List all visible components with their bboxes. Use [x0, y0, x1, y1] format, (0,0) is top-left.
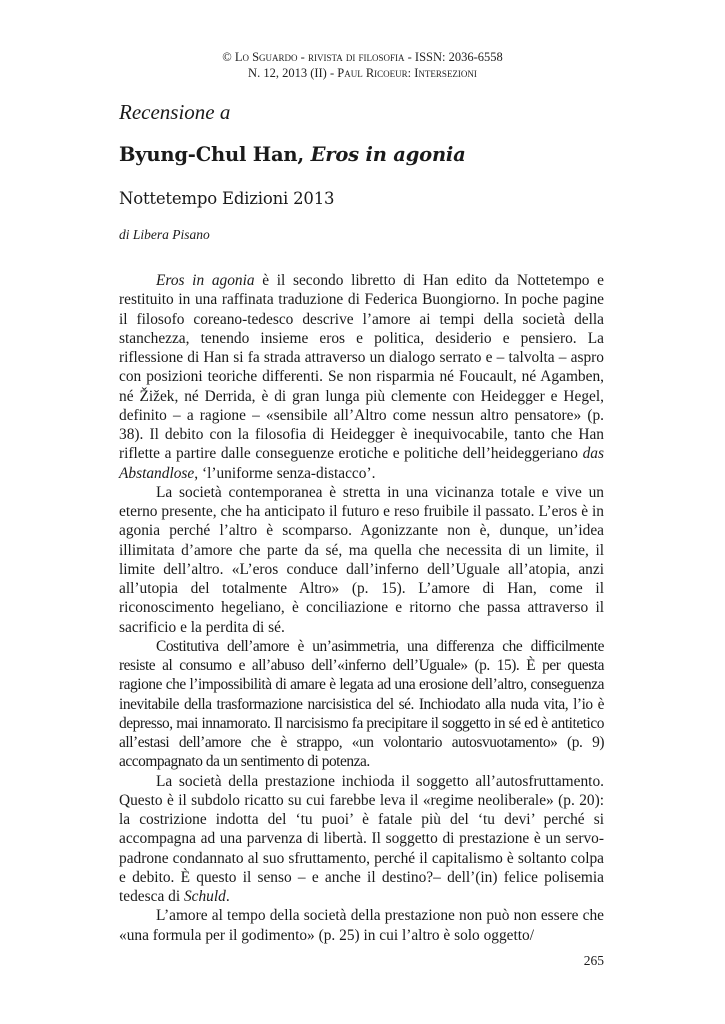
paragraph-1-term: das Abstandlose — [119, 445, 604, 482]
issue-number: N. 12, 2013 (II) - — [248, 66, 338, 80]
paragraph-3: Costitutiva dell’amore è un’asimmetria, una differenza che difficilmente resiste al consumo e all’abuso dell’«inferno dell’Uguale» (p. 15). È per questa ragione che l’impossibilità di amare è legata ad una erosione dell’altro, conseguenza inevitabile della trasformazione narcisistica del sé. Inchiodato alla nuda vita, l’io è depresso, mai innamorato. Il narcisismo fa precipitare il soggetto in sé ed è antitetico all’estasi dell’amore che è strappo, «un volontario autosvuotamento» (p. 9) accompagnato da un sentimento di potenza. — [119, 637, 604, 771]
paragraph-5: L’amore al tempo della società della prestazione non può non essere che «una formula per il godimento» (p. 25) in cui l’altro è solo oggetto/ — [119, 907, 604, 944]
review-label: Recensione a — [119, 100, 231, 124]
header-line-issue — [0, 65, 725, 81]
header-line-journal — [0, 49, 725, 65]
paragraph-4-term: Schuld — [183, 888, 226, 905]
paragraph-4-text: La società della prestazione inchioda il soggetto all’autosfruttamento. Questo è il subdolo ricatto su cui farebbe leva il «regime neoliberale» (p. 20): la costrizione indotta del ‘tu puoi’ è fatale più del ‘tu devi’ perché si accompagna ad una parvenza di libertà. Il soggetto di prestazione è un servo-padrone condannato al suo sfruttamento, perché il capitalismo è soltanto colpa e debito. È questo il senso – e anche il destino?– dell’(in) felice polisemia tedesca di — [119, 772, 604, 905]
book-author: Byung-Chul Han, — [119, 143, 311, 166]
paragraph-1-end: , ‘l’uniforme senza-distacco’. — [194, 464, 376, 482]
section-title: Paul Ricoeur: Intersezioni — [337, 66, 477, 80]
publisher: Nottetempo Edizioni 2013 — [119, 189, 335, 208]
article-body — [119, 271, 604, 945]
journal-name: Lo Sguardo - rivista di filosofia — [234, 50, 405, 64]
paragraph-1-title: Eros in agonia — [156, 272, 255, 289]
paragraph-1 — [119, 271, 604, 483]
page-number: 265 — [583, 953, 604, 968]
paragraph-4-end: . — [225, 888, 230, 905]
copyright-symbol: © — [222, 50, 235, 64]
paragraph-2: La società contemporanea è stretta in una vicinanza totale e vive un eterno presente, che ha anticipato il futuro e reso fruibile il passato. L’eros è in agonia perché l’altro è scomparso. Agonizzante non è, dunque, un’idea illimitata d’amore che parte da sé, ma quella che necessita di un limite, il limite dell’altro. «L’eros conduce dall’inferno dell’Uguale all’atopia, anzi all’utopia del totalmente Altro» (p. 15). L’amore di Han, come il riconoscimento hegeliano, è conciliazione e ritorno che passa attraverso il sacrificio e la perdita di sé. — [119, 483, 604, 636]
book-name: Eros in agonia — [310, 143, 466, 166]
paragraph-4 — [119, 772, 604, 907]
review-byline: di Libera Pisano — [119, 227, 210, 242]
running-header — [0, 49, 725, 81]
paragraph-1-text: è il secondo libretto di Han edito da Nottetempo e restituito in una raffinata traduzione di Federica Buongiorno. In poche pagine il filosofo coreano-tedesco descrive l’amore ai tempi della società della stanchezza, tenendo insieme eros e politica, desiderio e pensiero. La riflessione di Han si fa strada attraverso un dialogo serrato e – talvolta – aspro con posizioni teoriche differenti. Se non risparmia né Foucault, né Agamben, né Žižek, né Derrida, è di gran lunga più clemente con Heidegger e Hegel, definito – a ragione – «sensibile all’Altro come nessun altro pensatore» (p. 38). Il debito con la filosofia di Heidegger è inequivocabile, tanto che Han riflette a partire dalle conseguenze erotiche e politiche dell’heideggeriano — [119, 272, 604, 463]
issn: - ISSN: 2036-6558 — [404, 50, 503, 64]
book-title — [119, 143, 466, 166]
